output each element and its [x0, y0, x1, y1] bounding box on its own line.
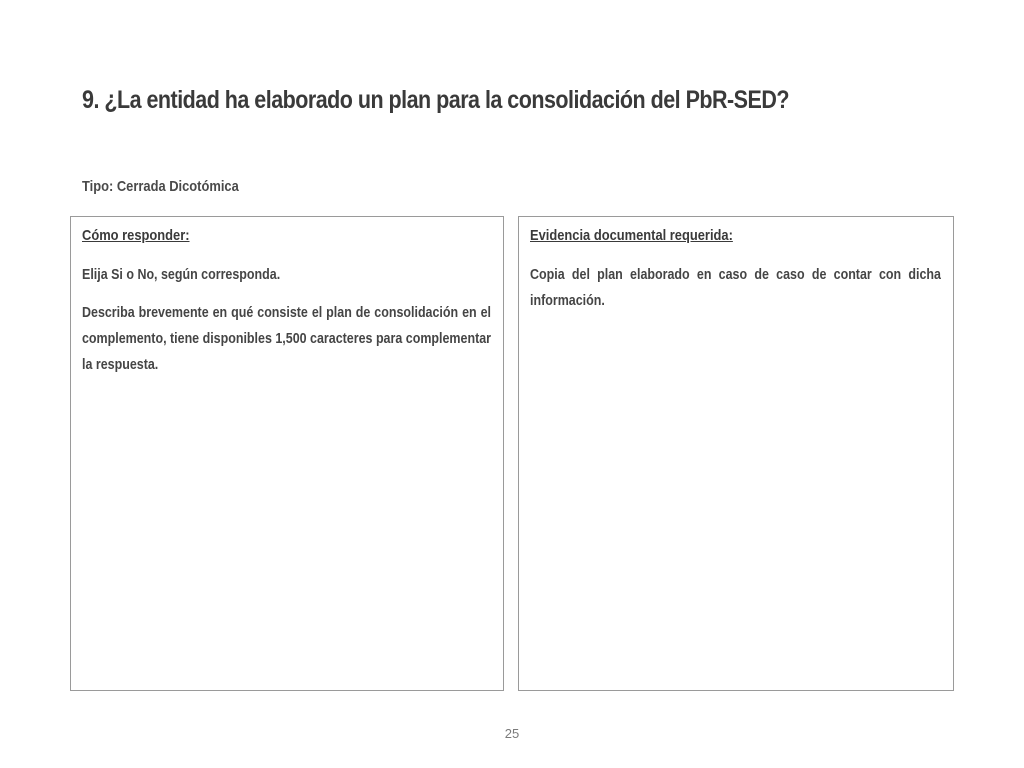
- question-type: Tipo: Cerrada Dicotómica: [82, 178, 239, 195]
- how-to-answer-paragraph-1: Elija Si o No, según corresponda.: [82, 267, 281, 283]
- how-to-answer-paragraph-2: Describa brevemente en qué consiste el plan de consolidación en el complemento, tiene disponibles 1,500 caracteres para complementar la respuesta.: [82, 305, 492, 373]
- how-to-answer-box: [70, 216, 504, 691]
- required-evidence-paragraph-1: Copia del plan elaborado en caso de caso de contar con dicha información.: [530, 267, 941, 309]
- required-evidence-heading: Evidencia documental requerida:: [530, 227, 733, 244]
- slide-title: 9. ¿La entidad ha elaborado un plan para la consolidación del PbR-SED?: [82, 86, 789, 114]
- page-number: 25: [504, 726, 520, 741]
- how-to-answer-heading: Cómo responder:: [82, 227, 190, 244]
- required-evidence-box: [518, 216, 954, 691]
